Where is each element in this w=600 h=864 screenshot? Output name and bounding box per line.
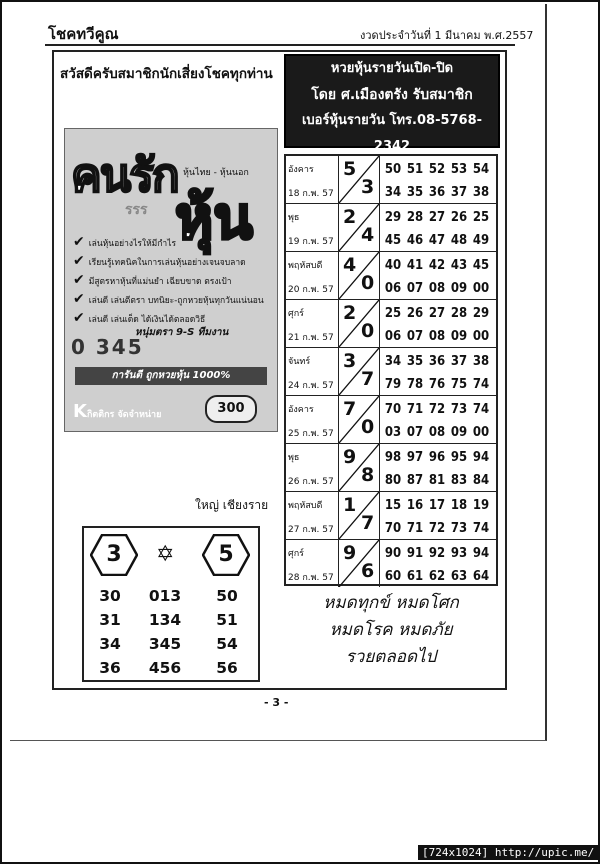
number-cell: 15 bbox=[384, 498, 402, 513]
digit-pair bbox=[338, 540, 380, 587]
promo-line-2: โดย ศ.เมืองตรัง รับสมาชิก bbox=[311, 87, 473, 103]
ad-bullet bbox=[73, 233, 264, 252]
digit-top: 9 bbox=[343, 542, 357, 564]
schedule-day: พุธ bbox=[288, 453, 300, 463]
number-cell: 25 bbox=[472, 210, 490, 225]
number-line-bottom bbox=[382, 467, 496, 490]
publisher-logo-letter: K bbox=[73, 401, 87, 422]
number-cell: 92 bbox=[428, 546, 446, 561]
number-cell: 76 bbox=[428, 377, 446, 392]
number-line-bottom bbox=[382, 275, 496, 298]
number-cell: 74 bbox=[472, 521, 490, 536]
greeting: สวัสดีครับสมาชิกนักเสี่ยงโชคทุกท่าน bbox=[60, 66, 273, 82]
digit-bottom: 0 bbox=[361, 320, 375, 342]
number-cell: 63 bbox=[450, 569, 468, 584]
schedule-day: อังคาร bbox=[288, 405, 314, 415]
ad-title-left: คนรัก bbox=[71, 148, 178, 202]
schedule-date: 25 ก.พ. 57 bbox=[288, 429, 334, 439]
number-cell: 74 bbox=[472, 377, 490, 392]
number-line-bottom bbox=[382, 515, 496, 538]
number-cell: 98 bbox=[384, 450, 402, 465]
number-cell: 27 bbox=[428, 210, 446, 225]
grid-cell: 345 bbox=[148, 635, 182, 653]
schedule-day: พฤหัสบดี bbox=[288, 261, 323, 271]
schedule-row bbox=[286, 300, 496, 348]
ad-bullet-text: เล่นหุ้นอย่างไรให้มีกำไร bbox=[88, 239, 177, 249]
number-cell: 52 bbox=[428, 162, 446, 177]
number-line-top bbox=[382, 252, 496, 275]
number-cell: 42 bbox=[428, 258, 446, 273]
ad-bullet-text: มีสูตรหาหุ้นที่แม่นยำ เฉียบขาด ตรงเป้า bbox=[88, 277, 232, 287]
schedule-date: 19 ก.พ. 57 bbox=[288, 237, 334, 247]
number-cell: 78 bbox=[406, 377, 424, 392]
number-cell: 81 bbox=[428, 473, 446, 488]
check-icon: ✔ bbox=[73, 234, 85, 250]
number-set bbox=[382, 492, 496, 538]
check-icon: ✔ bbox=[73, 253, 85, 269]
number-line-bottom bbox=[382, 419, 496, 442]
number-cell: 75 bbox=[450, 377, 468, 392]
number-cell: 09 bbox=[450, 329, 468, 344]
number-cell: 07 bbox=[406, 425, 424, 440]
main-digit-row bbox=[84, 534, 258, 578]
number-cell: 19 bbox=[472, 498, 490, 513]
number-cell: 38 bbox=[472, 185, 490, 200]
number-cell: 38 bbox=[472, 354, 490, 369]
number-cell: 17 bbox=[428, 498, 446, 513]
number-cell: 34 bbox=[384, 185, 402, 200]
schedule-row bbox=[286, 156, 496, 204]
number-cell: 45 bbox=[384, 233, 402, 248]
number-line-top bbox=[382, 348, 496, 371]
number-cell: 61 bbox=[406, 569, 424, 584]
number-set bbox=[382, 444, 496, 490]
number-cell: 47 bbox=[428, 233, 446, 248]
schedule-row bbox=[286, 492, 496, 540]
number-line-top bbox=[382, 540, 496, 563]
schedule-row bbox=[286, 348, 496, 396]
schedule-day: จันทร์ bbox=[288, 357, 311, 367]
digit-pair bbox=[338, 252, 380, 299]
number-cell: 00 bbox=[472, 425, 490, 440]
digit-top: 2 bbox=[343, 206, 357, 228]
number-line-bottom bbox=[382, 227, 496, 250]
schedule-date: 27 ก.พ. 57 bbox=[288, 525, 334, 535]
number-line-top bbox=[382, 492, 496, 515]
number-line-bottom bbox=[382, 563, 496, 586]
number-cell: 91 bbox=[406, 546, 424, 561]
number-set bbox=[382, 348, 496, 394]
number-cell: 07 bbox=[406, 281, 424, 296]
hexagon-icon bbox=[202, 534, 250, 576]
main-digit-right: 5 bbox=[218, 542, 234, 567]
number-cell: 28 bbox=[406, 210, 424, 225]
number-cell: 06 bbox=[384, 281, 402, 296]
number-cell: 90 bbox=[384, 546, 402, 561]
number-cell: 70 bbox=[384, 402, 402, 417]
number-cell: 28 bbox=[450, 306, 468, 321]
digit-pair bbox=[338, 204, 380, 251]
number-cell: 26 bbox=[450, 210, 468, 225]
grid-cell: 36 bbox=[99, 659, 121, 677]
number-cell: 37 bbox=[450, 185, 468, 200]
star-of-david-icon: ✡ bbox=[156, 542, 175, 567]
ad-bullet-list bbox=[73, 233, 264, 328]
number-cell: 70 bbox=[384, 521, 402, 536]
ad-guarantee-band: การันตี ถูกหวยหุ้น 1000% bbox=[75, 367, 267, 385]
number-line-top bbox=[382, 300, 496, 323]
ad-publisher bbox=[73, 401, 161, 422]
number-line-bottom bbox=[382, 179, 496, 202]
number-set bbox=[382, 396, 496, 442]
grid-cell: 54 bbox=[216, 635, 238, 653]
slogan-line: หมดโรค หมดภัย bbox=[329, 620, 453, 640]
number-cell: 37 bbox=[450, 354, 468, 369]
schedule-date: 18 ก.พ. 57 bbox=[288, 189, 334, 199]
number-cell: 08 bbox=[428, 281, 446, 296]
number-cell: 43 bbox=[450, 258, 468, 273]
digit-bottom: 3 bbox=[361, 176, 375, 198]
digit-top: 4 bbox=[343, 254, 357, 276]
number-set bbox=[382, 204, 496, 250]
digit-bottom: 0 bbox=[361, 272, 375, 294]
number-cell: 73 bbox=[450, 402, 468, 417]
schedule-date: 21 ก.พ. 57 bbox=[288, 333, 334, 343]
digit-bottom: 7 bbox=[361, 368, 375, 390]
number-cell: 29 bbox=[472, 306, 490, 321]
number-cell: 95 bbox=[450, 450, 468, 465]
number-cell: 29 bbox=[384, 210, 402, 225]
location-label: ใหญ่ เชียงราย bbox=[195, 498, 269, 512]
digit-bottom: 0 bbox=[361, 416, 375, 438]
schedule-date: 20 ก.พ. 57 bbox=[288, 285, 334, 295]
number-cell: 00 bbox=[472, 329, 490, 344]
number-cell: 64 bbox=[472, 569, 490, 584]
grid-cell: 56 bbox=[216, 659, 238, 677]
number-cell: 54 bbox=[472, 162, 490, 177]
number-cell: 97 bbox=[406, 450, 424, 465]
digit-top: 1 bbox=[343, 494, 357, 516]
schedule-day: พุธ bbox=[288, 213, 300, 223]
grid-cell: 34 bbox=[99, 635, 121, 653]
number-cell: 26 bbox=[406, 306, 424, 321]
ad-bullet-text: เรียนรู้เทคนิคในการเล่นหุ้นอย่างเจนจบลาด bbox=[88, 258, 246, 268]
number-line-top bbox=[382, 396, 496, 419]
number-cell: 08 bbox=[428, 329, 446, 344]
number-cell: 80 bbox=[384, 473, 402, 488]
number-cell: 62 bbox=[428, 569, 446, 584]
number-cell: 36 bbox=[428, 185, 446, 200]
ad-badge: หนุ่มตรา 9-S ทีมงาน bbox=[135, 327, 229, 338]
number-cell: 79 bbox=[384, 377, 402, 392]
digit-pair bbox=[338, 156, 380, 203]
number-cell: 74 bbox=[472, 402, 490, 417]
digit-bottom: 4 bbox=[361, 224, 375, 246]
number-cell: 94 bbox=[472, 546, 490, 561]
ad-numbers: 0 345 bbox=[71, 335, 144, 359]
grid-cell: 31 bbox=[99, 611, 121, 629]
number-cell: 25 bbox=[384, 306, 402, 321]
header-divider bbox=[45, 44, 515, 46]
number-cell: 50 bbox=[384, 162, 402, 177]
number-cell: 94 bbox=[472, 450, 490, 465]
slogan bbox=[284, 590, 498, 671]
number-cell: 41 bbox=[406, 258, 424, 273]
number-cell: 45 bbox=[472, 258, 490, 273]
number-cell: 87 bbox=[406, 473, 424, 488]
issue-date: งวดประจำวันที่ 1 มีนาคม พ.ศ.2557 bbox=[360, 29, 534, 42]
ad-title-right: หุ้น bbox=[175, 184, 253, 252]
digit-pair bbox=[338, 444, 380, 491]
digit-top: 2 bbox=[343, 302, 357, 324]
check-icon: ✔ bbox=[73, 310, 85, 326]
schedule-row bbox=[286, 444, 496, 492]
number-line-top bbox=[382, 156, 496, 179]
number-cell: 35 bbox=[406, 185, 424, 200]
number-cell: 49 bbox=[472, 233, 490, 248]
grid-row bbox=[90, 610, 254, 634]
promo-box bbox=[284, 54, 500, 154]
number-cell: 35 bbox=[406, 354, 424, 369]
digit-bottom: 6 bbox=[361, 560, 375, 582]
grid-cell: 30 bbox=[99, 587, 121, 605]
number-cell: 06 bbox=[384, 329, 402, 344]
publisher-name: กิตติกร จัดจำหน่าย bbox=[86, 410, 162, 420]
grid-cell: 013 bbox=[148, 587, 182, 605]
number-cell: 60 bbox=[384, 569, 402, 584]
digit-bottom: 7 bbox=[361, 512, 375, 534]
schedule-date: 24 ก.พ. 57 bbox=[288, 381, 334, 391]
grid-row bbox=[90, 634, 254, 658]
number-cell: 08 bbox=[428, 425, 446, 440]
ad-bullet-text: เล่นดี เล่นตีตรา บทนิยะ-ถูกหวยหุ้นทุกวันแน่นอน bbox=[88, 296, 264, 306]
grid-row bbox=[90, 658, 254, 682]
book-advert bbox=[64, 128, 278, 432]
digit-pair bbox=[338, 348, 380, 395]
grid-cell: 134 bbox=[148, 611, 182, 629]
number-set bbox=[382, 300, 496, 346]
watermark: [724x1024] http://upic.me/ bbox=[418, 845, 598, 860]
schedule-day: อังคาร bbox=[288, 165, 314, 175]
slogan-line: รวยตลอดไป bbox=[345, 647, 437, 667]
hexagon-icon bbox=[90, 534, 138, 576]
number-cell: 48 bbox=[450, 233, 468, 248]
number-cell: 96 bbox=[428, 450, 446, 465]
number-cell: 18 bbox=[450, 498, 468, 513]
lucky-number-box bbox=[82, 526, 260, 682]
number-cell: 51 bbox=[406, 162, 424, 177]
number-set bbox=[382, 156, 496, 202]
digit-pair bbox=[338, 396, 380, 443]
number-cell: 46 bbox=[406, 233, 424, 248]
digit-top: 5 bbox=[343, 158, 357, 180]
schedule-row bbox=[286, 540, 496, 588]
grid-row bbox=[90, 586, 254, 610]
slogan-line: หมดทุกข์ หมดโศก bbox=[323, 593, 459, 613]
number-cell: 40 bbox=[384, 258, 402, 273]
number-line-bottom bbox=[382, 371, 496, 394]
number-line-bottom bbox=[382, 323, 496, 346]
number-set bbox=[382, 252, 496, 298]
number-cell: 27 bbox=[428, 306, 446, 321]
number-cell: 34 bbox=[384, 354, 402, 369]
digit-pair bbox=[338, 492, 380, 539]
ad-subtitle: หุ้นไทย - หุ้นนอก bbox=[183, 168, 249, 178]
daily-schedule-table bbox=[284, 154, 498, 586]
number-cell: 73 bbox=[450, 521, 468, 536]
digit-top: 9 bbox=[343, 446, 357, 468]
main-digit-left: 3 bbox=[106, 542, 122, 567]
number-cell: 16 bbox=[406, 498, 424, 513]
number-cell: 72 bbox=[428, 402, 446, 417]
promo-line-3: เบอร์หุ้นรายวัน โทร.08-5768-2342 bbox=[301, 113, 483, 154]
lucky-number-grid bbox=[90, 586, 254, 682]
number-cell: 83 bbox=[450, 473, 468, 488]
schedule-day: ศุกร์ bbox=[288, 309, 304, 319]
schedule-day: พฤหัสบดี bbox=[288, 501, 323, 511]
ad-bullet bbox=[73, 271, 264, 290]
grid-cell: 456 bbox=[148, 659, 182, 677]
number-cell: 36 bbox=[428, 354, 446, 369]
ad-bullet bbox=[73, 290, 264, 309]
brand-title: โชคทวีคูณ bbox=[48, 25, 119, 43]
grid-cell: 50 bbox=[216, 587, 238, 605]
promo-line-1: หวยหุ้นรายวันเปิด-ปิด bbox=[330, 61, 454, 76]
number-cell: 93 bbox=[450, 546, 468, 561]
number-line-top bbox=[382, 444, 496, 467]
number-cell: 09 bbox=[450, 281, 468, 296]
number-cell: 00 bbox=[472, 281, 490, 296]
schedule-date: 26 ก.พ. 57 bbox=[288, 477, 334, 487]
number-cell: 71 bbox=[406, 402, 424, 417]
digit-pair bbox=[338, 300, 380, 347]
number-cell: 84 bbox=[472, 473, 490, 488]
check-icon: ✔ bbox=[73, 272, 85, 288]
schedule-day: ศุกร์ bbox=[288, 549, 304, 559]
number-set bbox=[382, 540, 496, 586]
digit-top: 3 bbox=[343, 350, 357, 372]
ad-price-tag: 300 bbox=[205, 395, 257, 423]
schedule-row bbox=[286, 204, 496, 252]
number-cell: 71 bbox=[406, 521, 424, 536]
number-line-top bbox=[382, 204, 496, 227]
check-icon: ✔ bbox=[73, 291, 85, 307]
number-cell: 07 bbox=[406, 329, 424, 344]
page-number: - 3 - bbox=[264, 696, 289, 709]
ad-title-mid: รรร bbox=[125, 202, 148, 218]
number-cell: 53 bbox=[450, 162, 468, 177]
grid-cell: 51 bbox=[216, 611, 238, 629]
number-cell: 09 bbox=[450, 425, 468, 440]
schedule-row bbox=[286, 396, 496, 444]
digit-top: 7 bbox=[343, 398, 357, 420]
schedule-date: 28 ก.พ. 57 bbox=[288, 573, 334, 583]
number-cell: 03 bbox=[384, 425, 402, 440]
digit-bottom: 8 bbox=[361, 464, 375, 486]
schedule-row bbox=[286, 252, 496, 300]
ad-bullet-text: เล่นดี เล่นเด็ด ได้เงินได้ตลอดวิธี bbox=[88, 315, 206, 325]
number-cell: 72 bbox=[428, 521, 446, 536]
ad-bullet bbox=[73, 252, 264, 271]
